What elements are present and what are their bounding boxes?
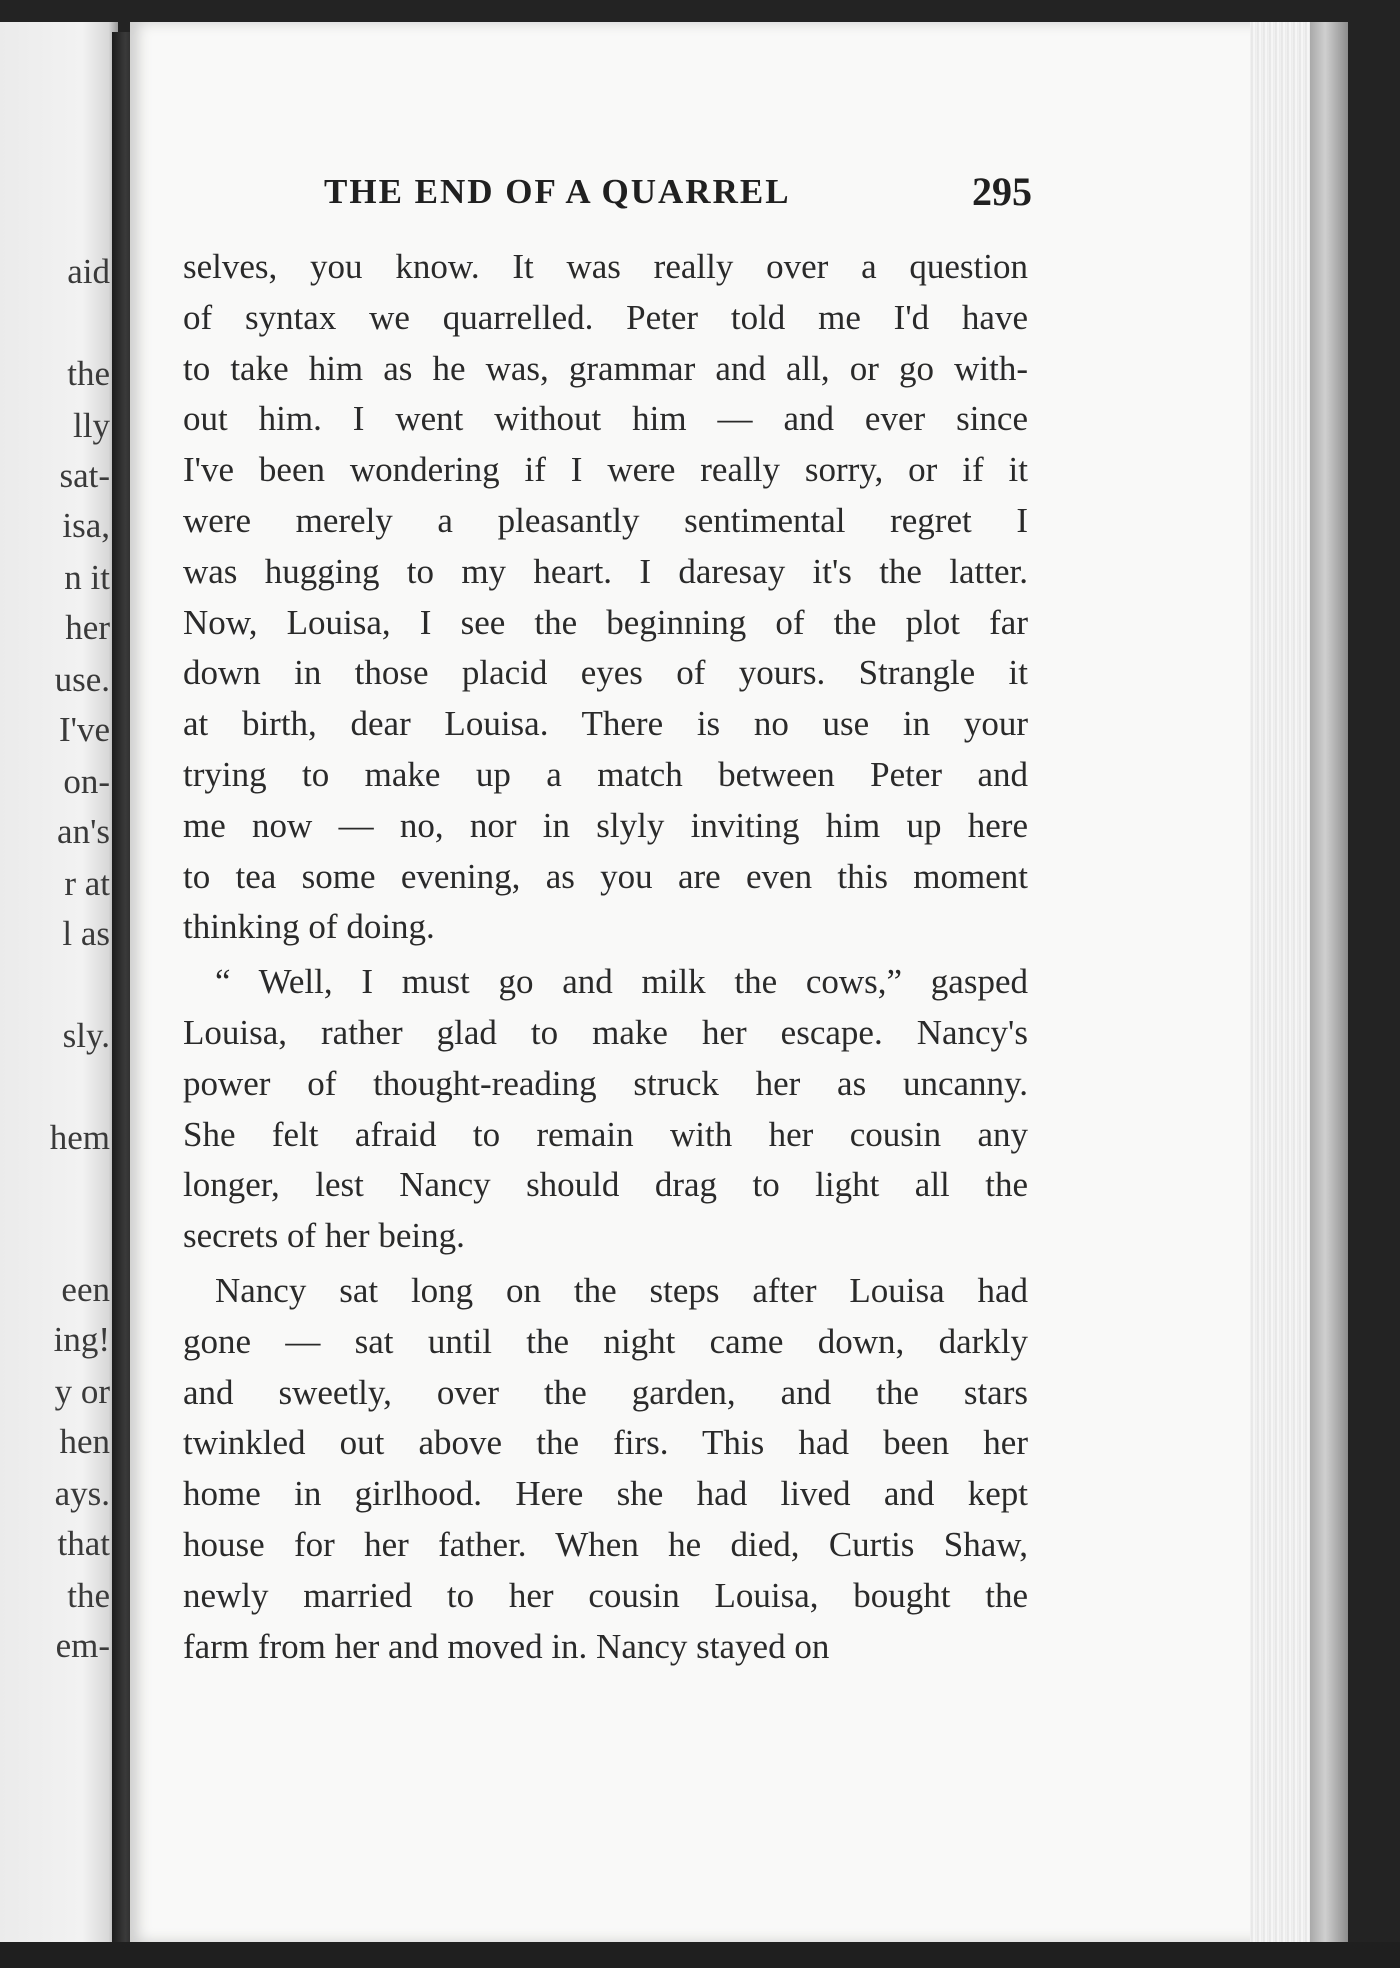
facing-page-fragment: een — [61, 1270, 110, 1309]
facing-page-fragment: ing! — [53, 1320, 110, 1359]
text-line: house for her father. When he died, Curtis Shaw, — [183, 1524, 1028, 1564]
facing-page-fragment: sat- — [59, 456, 110, 495]
text-line: power of thought-reading struck her as uncanny. — [183, 1063, 1028, 1103]
facing-page-fragment: lly — [73, 406, 110, 445]
cover-edge — [1310, 22, 1348, 1942]
text-line: Nancy sat long on the steps after Louisa had — [215, 1270, 1028, 1310]
text-line: to tea some evening, as you are even this moment — [183, 856, 1028, 896]
scan-background — [0, 1942, 1400, 1968]
text-line: selves, you know. It was really over a question — [183, 247, 1028, 286]
text-line: home in girlhood. Here she had lived and kept — [183, 1474, 1028, 1514]
text-line: newly married to her cousin Louisa, bought the — [183, 1575, 1028, 1615]
text-line: at birth, dear Louisa. There is no use in your — [183, 704, 1028, 744]
facing-page-fragment: the — [67, 1576, 110, 1615]
text-line: Louisa, rather glad to make her escape. Nancy's — [183, 1012, 1028, 1052]
text-line: “ Well, I must go and milk the cows,” gasped — [215, 962, 1028, 1002]
text-line: out him. I went without him — and ever since — [183, 399, 1028, 439]
page-edges — [1250, 22, 1312, 1942]
facing-page-fragment: isa, — [62, 506, 110, 545]
text-line: farm from her and moved in. Nancy stayed on — [183, 1626, 830, 1666]
text-line: She felt afraid to remain with her cousin any — [183, 1114, 1028, 1154]
facing-page-fragment: her — [65, 608, 110, 647]
text-line: me now — no, nor in slyly inviting him up here — [183, 805, 1028, 845]
page-header — [320, 168, 1032, 228]
text-line: secrets of her being. — [183, 1216, 465, 1256]
running-title: THE END OF A QUARREL — [324, 172, 791, 211]
facing-page-fragment: y or — [54, 1372, 110, 1411]
text-line: of syntax we quarrelled. Peter told me I'd have — [183, 297, 1028, 337]
facing-page-fragment: hem — [49, 1118, 110, 1157]
facing-page-fragment: use. — [54, 660, 110, 699]
facing-page-fragment: that — [57, 1524, 110, 1563]
facing-page-fragment: aid — [67, 252, 110, 291]
facing-page-fragment: ays. — [54, 1474, 110, 1513]
facing-page-fragment: n it — [64, 558, 110, 597]
facing-page-fragment: the — [67, 354, 110, 393]
paragraph — [183, 242, 1028, 953]
paragraph — [183, 957, 1028, 1262]
facing-page-fragment: sly. — [62, 1016, 110, 1055]
facing-page-fragment: l as — [62, 914, 110, 953]
facing-page-fragment: hen — [59, 1422, 110, 1461]
text-line: down in those placid eyes of yours. Strangle it — [183, 653, 1028, 693]
text-line: to take him as he was, grammar and all, or go with- — [183, 348, 1028, 388]
facing-page-fragment: I've — [59, 710, 110, 749]
text-line: were merely a pleasantly sentimental regret I — [183, 500, 1028, 540]
facing-page-fragment: an's — [57, 812, 110, 851]
text-line: thinking of doing. — [183, 907, 435, 947]
text-line: longer, lest Nancy should drag to light all the — [183, 1165, 1028, 1205]
body-text — [183, 242, 1028, 1676]
page-number: 295 — [972, 169, 1032, 214]
facing-page-fragment: r at — [64, 864, 110, 903]
facing-page-fragment: on- — [63, 762, 110, 801]
facing-page — [0, 22, 118, 1968]
text-line: gone — sat until the night came down, darkly — [183, 1321, 1028, 1361]
text-line: was hugging to my heart. I daresay it's the latter. — [183, 551, 1028, 591]
text-line: and sweetly, over the garden, and the stars — [183, 1372, 1028, 1412]
text-line: trying to make up a match between Peter and — [183, 754, 1028, 794]
text-line: I've been wondering if I were really sorry, or if it — [183, 450, 1028, 490]
facing-page-fragment: em- — [55, 1626, 110, 1665]
text-line: twinkled out above the firs. This had been her — [183, 1423, 1028, 1463]
paragraph — [183, 1266, 1028, 1672]
text-line: Now, Louisa, I see the beginning of the plot far — [183, 602, 1028, 642]
